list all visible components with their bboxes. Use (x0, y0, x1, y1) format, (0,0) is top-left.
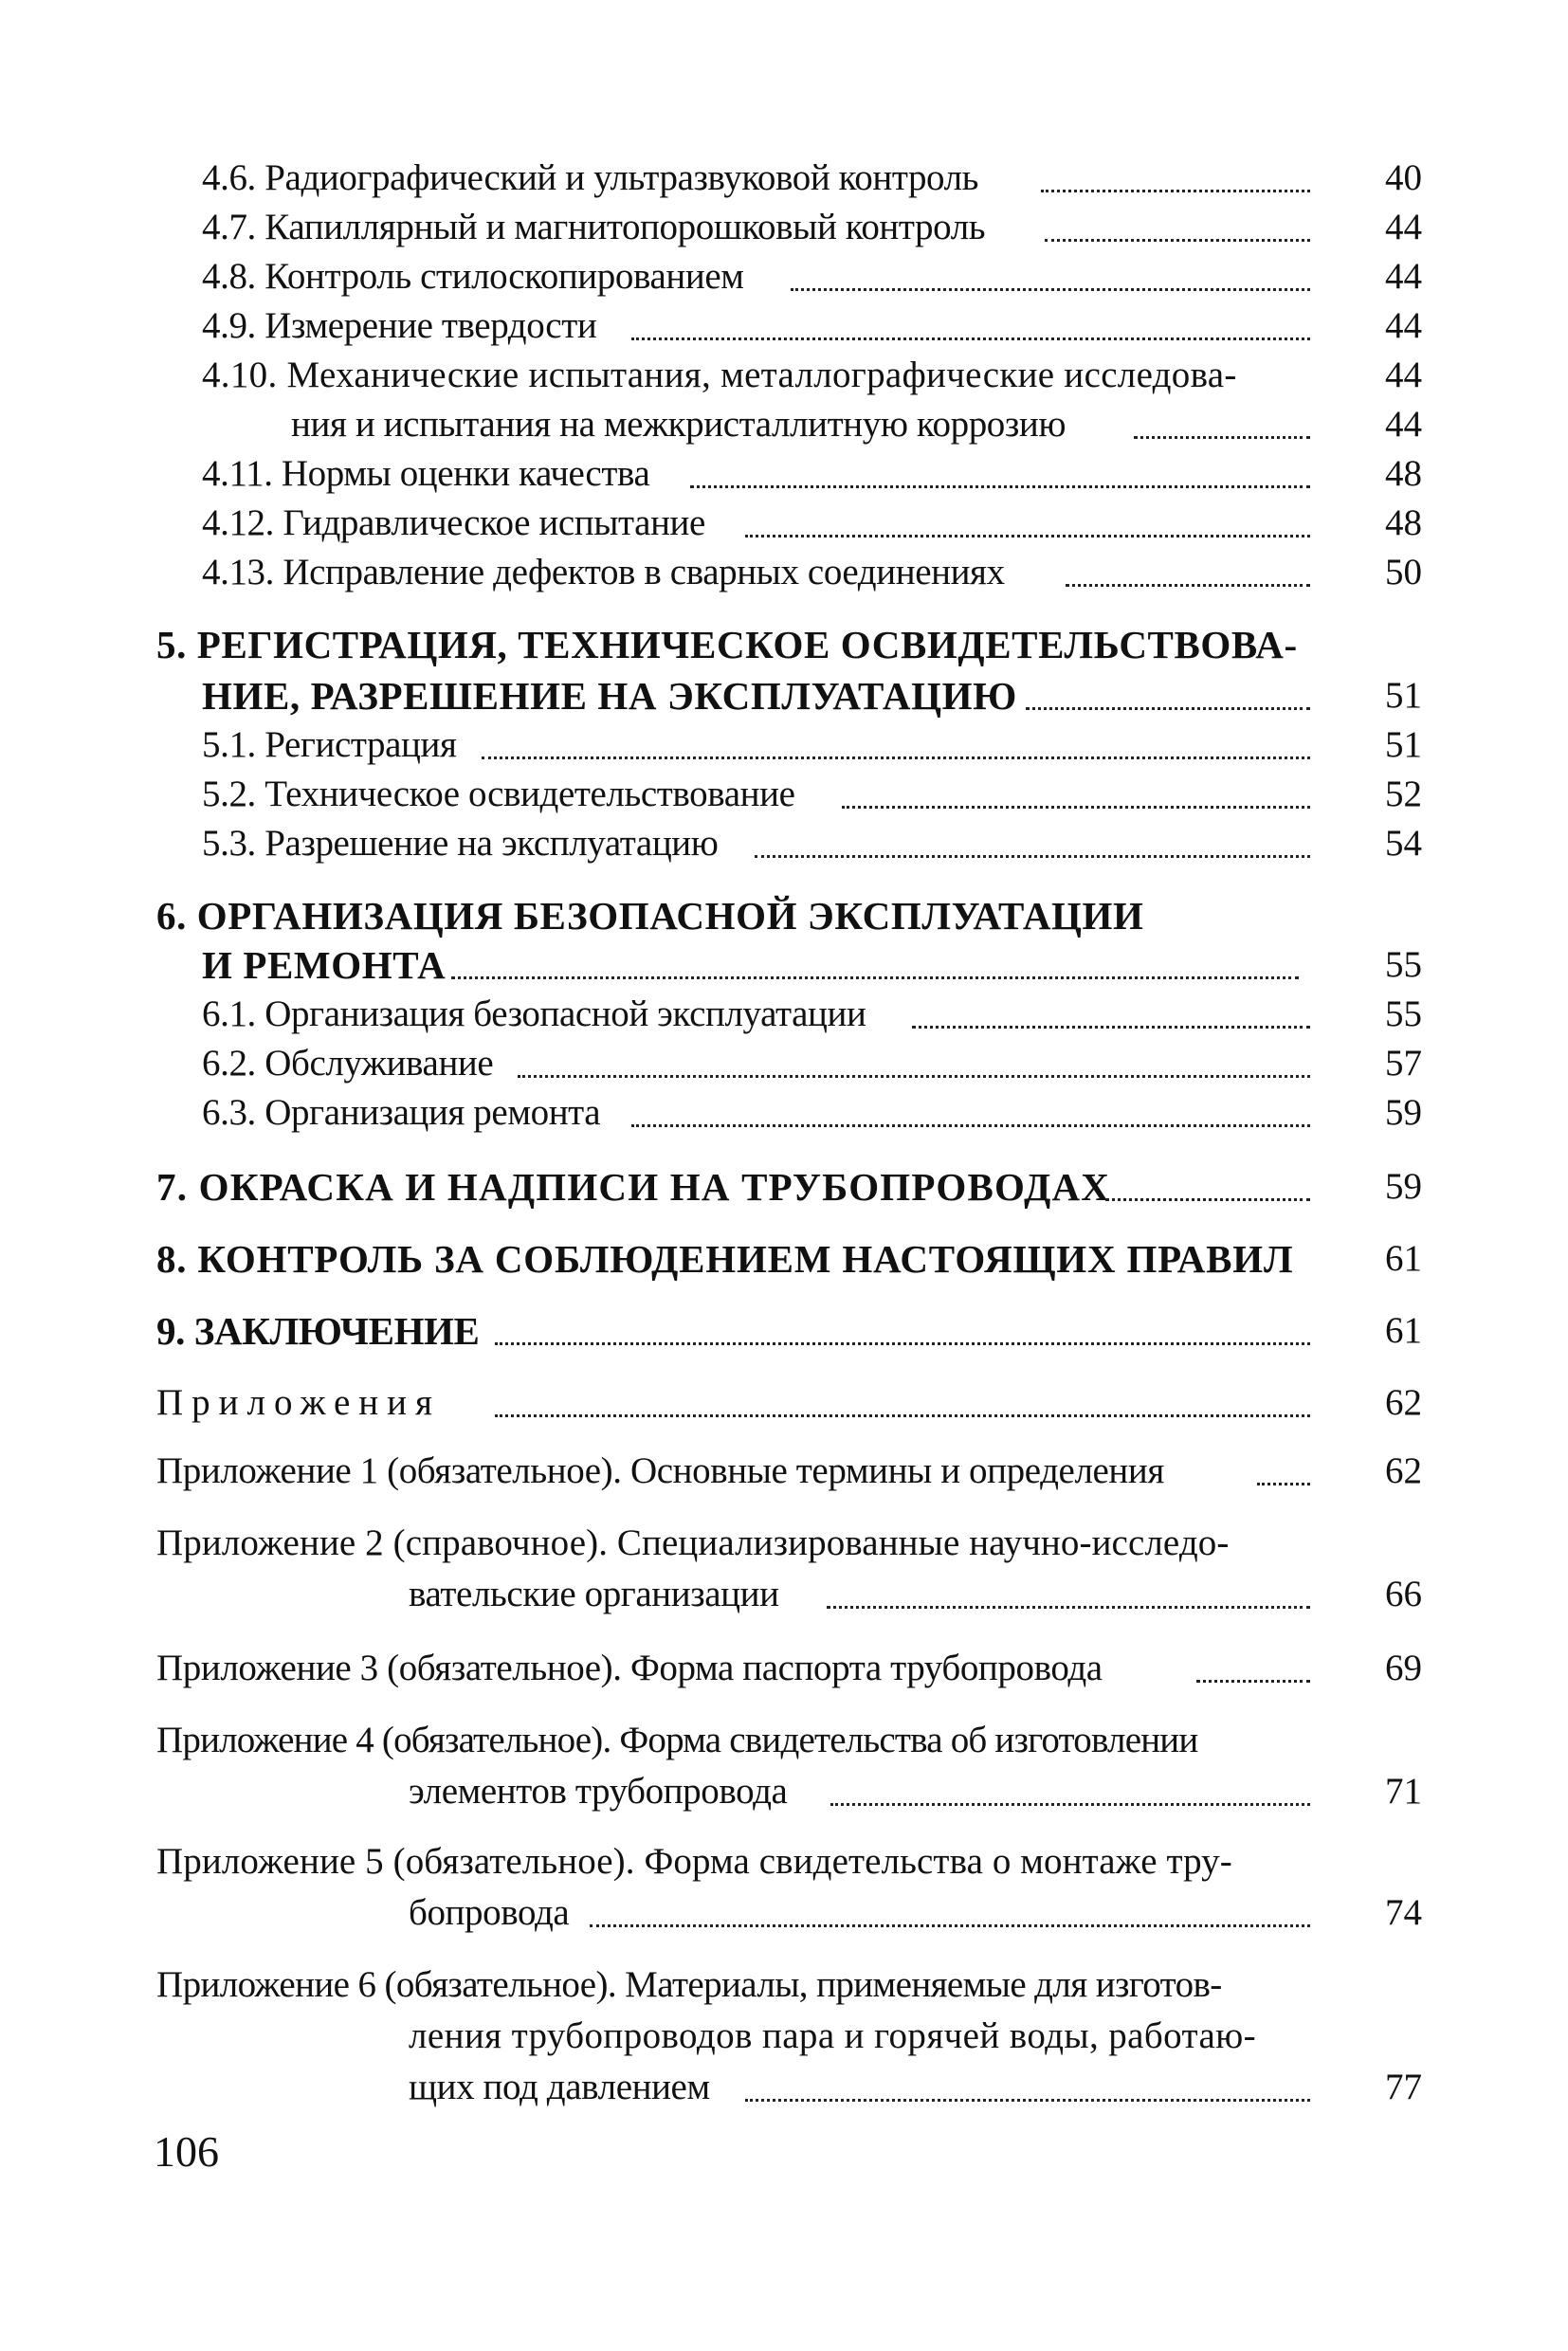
toc-entry-4-10 (202, 349, 1237, 402)
toc-page-number: 50 (1385, 552, 1422, 592)
toc-entry-title: ления трубопроводов пара и горячей воды, работаю- (409, 2015, 1257, 2056)
dot-leader (495, 1342, 1310, 1345)
toc-entry-title: 6.3. Организация ремонта (202, 1092, 601, 1133)
toc-entry-title: Приложения (156, 1382, 441, 1423)
toc-page-number: 66 (1385, 1574, 1422, 1614)
toc-entry-title: Приложение 2 (справочное). Специализированные научно-исследо- (156, 1522, 1230, 1563)
dot-leader (745, 535, 1310, 538)
toc-appendix-3 (156, 1642, 1103, 1695)
toc-entry-title: 4.12. Гидравлическое испытание (202, 502, 705, 543)
toc-page-number: 61 (1385, 1310, 1422, 1351)
toc-entry-title: 5.2. Техническое освидетельствование (202, 774, 795, 814)
dot-leader (1045, 239, 1310, 242)
toc-entry-title: ния и испытания на межкристаллитную коррозию (291, 404, 1067, 445)
toc-section-title: 6. ОРГАНИЗАЦИЯ БЕЗОПАСНОЙ ЭКСПЛУАТАЦИИ (156, 894, 1144, 938)
toc-page-number: 44 (1385, 207, 1422, 247)
toc-entry-title: бопровода (409, 1892, 570, 1933)
toc-section-9 (156, 1304, 480, 1358)
toc-entry-5-1 (202, 719, 457, 772)
toc-appendix-5-continued (409, 1886, 569, 1940)
dot-leader (1066, 584, 1310, 587)
toc-entry-title: 4.8. Контроль стилоскопированием (202, 256, 744, 297)
toc-page-number: 48 (1385, 453, 1422, 494)
dot-leader (482, 756, 1310, 759)
toc-page-number: 69 (1385, 1648, 1422, 1688)
toc-entry-title: 6.2. Обслуживание (202, 1043, 494, 1084)
toc-appendix-2-continued (409, 1568, 779, 1621)
toc-entry-4-11 (202, 447, 649, 501)
toc-page-number: 71 (1385, 1771, 1422, 1812)
dot-leader (451, 976, 1299, 979)
toc-entry-4-12 (202, 497, 705, 550)
dot-leader (518, 1075, 1310, 1078)
toc-appendix-2 (156, 1517, 1229, 1570)
dot-leader (830, 1803, 1310, 1806)
toc-page-number: 61 (1385, 1238, 1422, 1279)
toc-entry-title: 6.1. Организация безопасной эксплуатации (202, 993, 866, 1034)
toc-page-number: 48 (1385, 502, 1422, 543)
toc-page-number: 44 (1385, 404, 1422, 445)
toc-entry-title: вательские организации (409, 1574, 779, 1614)
dot-leader (631, 337, 1310, 340)
toc-entry-title: Приложение 3 (обязательное). Форма паспорта трубопровода (156, 1648, 1103, 1688)
toc-page-number: 44 (1385, 305, 1422, 346)
toc-page-number: 77 (1385, 2067, 1422, 2107)
toc-appendix-1 (156, 1445, 1164, 1498)
toc-entry-6-2 (202, 1037, 493, 1090)
toc-page-number: 62 (1385, 1382, 1422, 1423)
dot-leader (1105, 1198, 1310, 1201)
toc-entry-title: элементов трубопровода (409, 1771, 788, 1812)
toc-appendix-6 (156, 1959, 1222, 2012)
toc-entry-title: 4.13. Исправление дефектов в сварных соединениях (202, 552, 1005, 592)
toc-page-number: 44 (1385, 256, 1422, 297)
toc-entry-4-6 (202, 152, 978, 205)
toc-section-5 (156, 618, 1298, 671)
dot-leader (590, 1924, 1310, 1927)
toc-page-number: 44 (1385, 355, 1422, 395)
toc-page-number: 62 (1385, 1450, 1422, 1491)
dot-leader (1041, 190, 1310, 192)
toc-section-title: 7. ОКРАСКА И НАДПИСИ НА ТРУБОПРОВОДАХ (156, 1165, 1111, 1209)
toc-entry-title: Приложение 6 (обязательное). Материалы, применяемые для изготов- (156, 1964, 1222, 2005)
dot-leader (690, 485, 1310, 488)
dot-leader (827, 1606, 1310, 1609)
toc-page-number: 57 (1385, 1043, 1422, 1084)
toc-page-number: 74 (1385, 1892, 1422, 1933)
toc-entry-title: Приложение 1 (обязательное). Основные термины и определения (156, 1450, 1164, 1491)
toc-page-number: 55 (1385, 944, 1422, 985)
toc-entry-title: щих под давлением (409, 2067, 710, 2107)
toc-entry-title: 5.3. Разрешение на эксплуатацию (202, 823, 719, 864)
toc-section-title: И РЕМОНТА (202, 943, 447, 987)
toc-entry-4-10-continued (291, 398, 1066, 451)
toc-page-number: 55 (1385, 993, 1422, 1034)
toc-entry-4-13 (202, 546, 1005, 599)
toc-section-title: 8. КОНТРОЛЬ ЗА СОБЛЮДЕНИЕМ НАСТОЯЩИХ ПРАВИЛ (156, 1237, 1294, 1281)
toc-entry-title: 4.10. Механические испытания, металлографические исследова- (202, 355, 1237, 395)
toc-appendices-heading (156, 1376, 441, 1430)
toc-appendix-6-continued (409, 2010, 1256, 2063)
toc-entry-title: Приложение 4 (обязательное). Форма свидетельства об изготовлении (156, 1720, 1198, 1760)
toc-entry-5-3 (202, 817, 719, 870)
toc-entry-title: 4.6. Радиографический и ультразвуковой контроль (202, 157, 979, 198)
toc-entry-title: 4.9. Измерение твердости (202, 305, 597, 346)
toc-page-number: 59 (1385, 1092, 1422, 1133)
dot-leader (791, 288, 1310, 291)
toc-entry-4-9 (202, 300, 596, 353)
dot-leader (1257, 1483, 1310, 1485)
toc-section-title: 9. ЗАКЛЮЧЕНИЕ (156, 1309, 480, 1353)
toc-appendix-5 (156, 1835, 1232, 1888)
toc-section-8 (156, 1232, 1293, 1285)
toc-section-5-continued (202, 669, 1017, 722)
toc-entry-title: Приложение 5 (обязательное). Форма свидетельства о монтаже тру- (156, 1841, 1232, 1882)
toc-page-number: 54 (1385, 823, 1422, 864)
toc-page-number: 51 (1385, 675, 1422, 716)
dot-leader (495, 1414, 1310, 1417)
toc-section-6 (156, 889, 1144, 942)
dot-leader (842, 806, 1310, 809)
toc-page-number: 51 (1385, 724, 1422, 765)
page-folio-number: 106 (154, 2127, 219, 2176)
dot-leader (755, 855, 1310, 858)
toc-entry-4-7 (202, 201, 985, 254)
toc-entry-title: 4.11. Нормы оценки качества (202, 453, 650, 494)
toc-section-title: НИЕ, РАЗРЕШЕНИЕ НА ЭКСПЛУАТАЦИЮ (202, 674, 1017, 718)
toc-appendix-4 (156, 1714, 1197, 1767)
toc-section-6-continued (202, 939, 446, 992)
toc-page-number: 52 (1385, 774, 1422, 814)
toc-entry-4-8 (202, 250, 744, 303)
toc-page-number: 40 (1385, 157, 1422, 198)
toc-entry-5-2 (202, 768, 795, 821)
dot-leader (912, 1026, 1310, 1029)
toc-entry-title: 4.7. Капиллярный и магнитопорошковый контроль (202, 207, 986, 247)
toc-appendix-6-continued-2 (409, 2061, 710, 2114)
dot-leader (1134, 436, 1310, 439)
dot-leader (631, 1124, 1310, 1127)
dot-leader (1196, 1680, 1310, 1683)
toc-section-title: 5. РЕГИСТРАЦИЯ, ТЕХНИЧЕСКОЕ ОСВИДЕТЕЛЬСТВОВА- (156, 623, 1298, 666)
toc-section-7 (156, 1160, 1110, 1213)
toc-appendix-4-continued (409, 1765, 787, 1818)
toc-entry-6-3 (202, 1086, 600, 1139)
toc-entry-title: 5.1. Регистрация (202, 724, 457, 765)
toc-entry-6-1 (202, 988, 866, 1041)
toc-page-number: 59 (1385, 1166, 1422, 1207)
dot-leader (745, 2099, 1310, 2102)
dot-leader (1026, 707, 1310, 710)
